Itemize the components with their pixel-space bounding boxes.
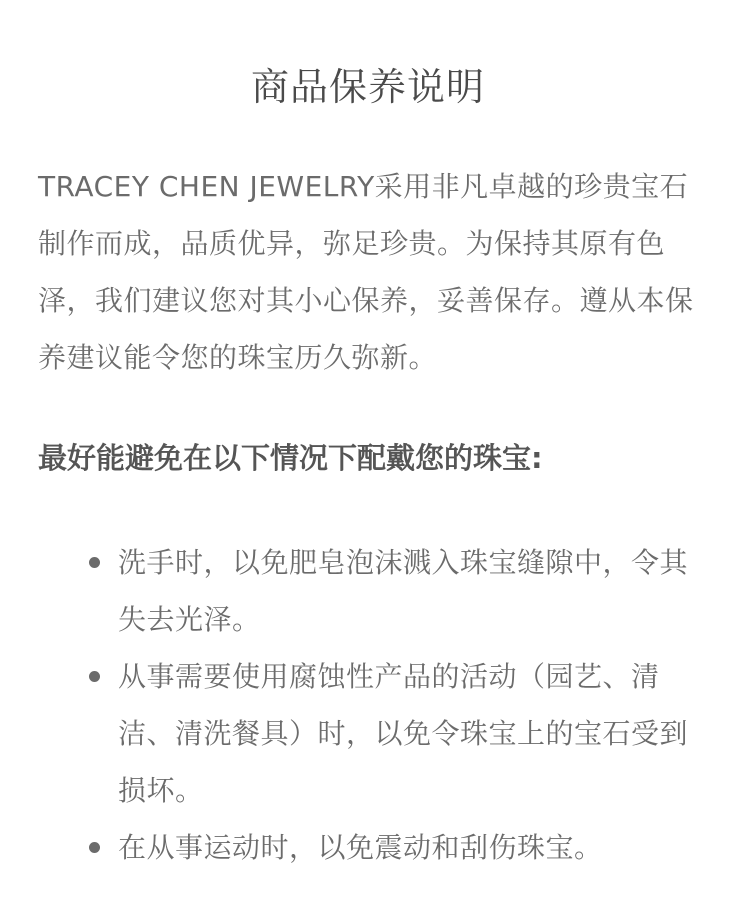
bullet-dot-icon (89, 842, 100, 853)
list-item-text: 洗手时，以免肥皂泡沫溅入珠宝缝隙中，令其失去光泽。 (118, 546, 689, 636)
care-tips-list (38, 534, 698, 876)
list-item-text: 在从事运动时，以免震动和刮伤珠宝。 (118, 831, 603, 864)
avoid-wearing-heading: 最好能避免在以下情况下配戴您的珠宝: (38, 441, 543, 475)
list-item-text: 从事需要使用腐蚀性产品的活动（园艺、清洁、清洗餐具）时，以免令珠宝上的宝石受到损坏。 (118, 660, 689, 807)
list-item (118, 648, 698, 819)
intro-paragraph: TRACEY CHEN JEWELRY采用非凡卓越的珍贵宝石制作而成，品质优异，弥足珍贵。为保持其原有色泽，我们建议您对其小心保养，妥善保存。遵从本保养建议能令您的珠宝历久弥新。 (38, 170, 694, 374)
bullet-dot-icon (89, 671, 100, 682)
page-title: 商品保养说明 (250, 65, 485, 109)
list-item (118, 819, 698, 876)
list-item (118, 534, 698, 648)
bullet-dot-icon (89, 557, 100, 568)
